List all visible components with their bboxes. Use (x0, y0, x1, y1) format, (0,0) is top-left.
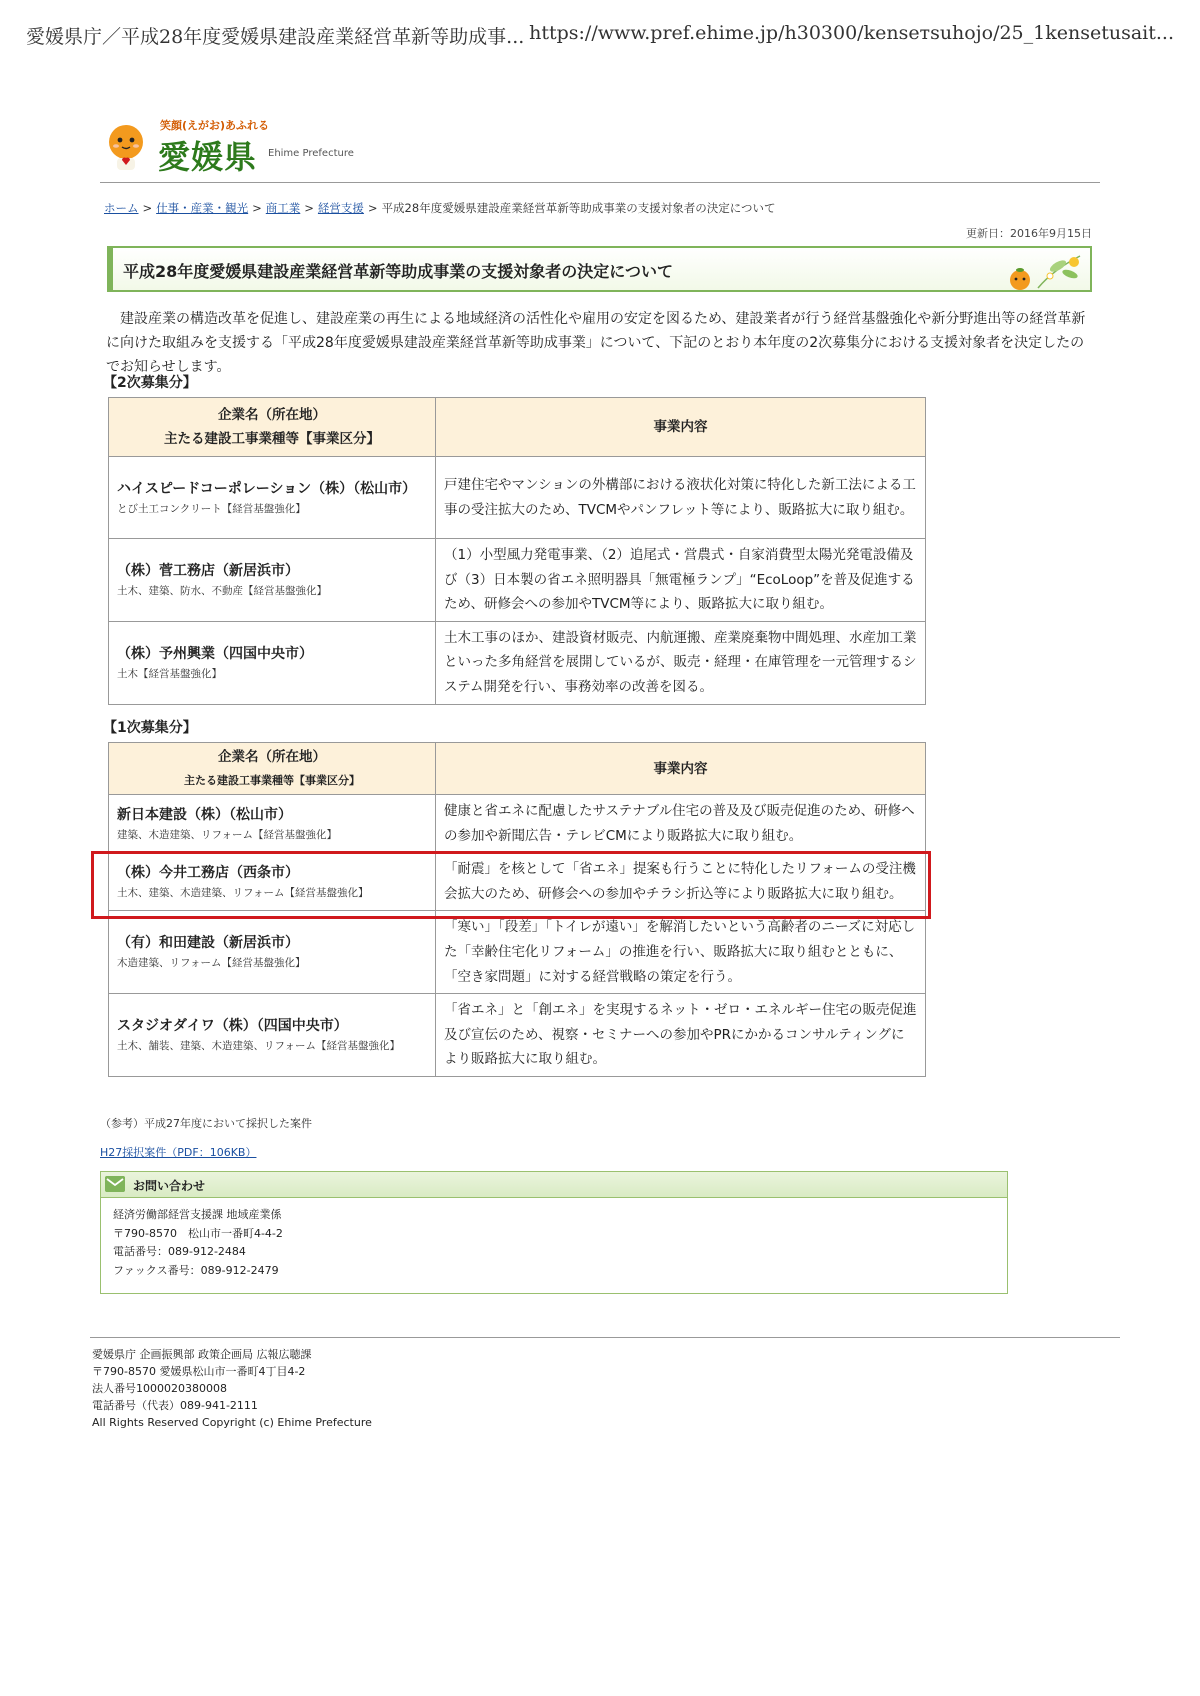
contact-address: 〒790-8570 松山市一番町4-4-2 (113, 1226, 283, 1240)
company-type: 建築、木造建築、リフォーム【経営基盤強化】 (117, 828, 337, 841)
print-header (26, 22, 1174, 52)
contact-title: お問い合わせ (133, 1179, 206, 1193)
company-cell (109, 795, 436, 853)
description-cell: 戸建住宅やマンションの外構部における液状化対策に特化した新工法による工事の受注拡大のため、TVCMやパンフレット等により、販路拡大に取り組む。 (436, 457, 926, 539)
print-header-url: https://www.pref.ehime.jp/h30300/kenseтsuhojo/25_1kensetusait... (529, 22, 1174, 44)
logo-tagline: 笑顔(えがお)あふれる (160, 119, 270, 132)
intro-paragraph: 建設産業の構造改革を促進し、建設産業の再生による地域経済の活性化や雇用の安定を図るため、建設業者が行う経営基盤強化や新分野進出等の経営革新に向けた取組みを支援する「平成28年度愛媛県建設産業経営革新等助成事業」について、下記のとおり本年度の2次募集分における支援対象者を決定したのでお知らせします。 (106, 311, 1086, 375)
company-name: （株）菅工務店（新居浜市） (117, 562, 299, 579)
company-name: 新日本建設（株）（松山市） (117, 806, 292, 823)
contact-fax: ファックス番号：089-912-2479 (113, 1263, 279, 1277)
company-type: 土木、建築、防水、不動産【経営基盤強化】 (117, 584, 327, 597)
company-cell (109, 539, 436, 622)
company-name: （株）今井工務店（西条市） (117, 864, 299, 881)
company-cell (109, 457, 436, 539)
header-company (109, 743, 436, 795)
table-header-row (109, 743, 926, 795)
company-type: とび土工コンクリート【経営基盤強化】 (117, 502, 306, 515)
company-name: ハイスピードコーポレーション（株）（松山市） (117, 480, 417, 497)
company-name: （株）予州興業（四国中央市） (117, 645, 313, 662)
breadcrumb (104, 200, 775, 216)
company-cell (109, 621, 436, 704)
company-name: （有）和田建設（新居浜市） (117, 935, 299, 952)
contact-department: 経済労働部経営支援課 地域産業係 (113, 1208, 282, 1221)
header-company (109, 398, 436, 457)
breadcrumb-business-support[interactable]: 経営支援 (317, 201, 364, 215)
header-description: 事業内容 (436, 398, 926, 457)
table-2nd-round (108, 397, 926, 705)
updated-date: 更新日：2016年9月15日 (966, 227, 1092, 240)
section-1st-label: 【1次募集分】 (103, 720, 197, 736)
footer (92, 1346, 372, 1431)
header-company-line2: 主たる建設工事業種等【事業区分】 (184, 773, 360, 787)
decoration-icon (998, 250, 1084, 290)
highlight-box (91, 851, 931, 919)
footer-phone: 電話番号（代表）089-941-2111 (92, 1399, 258, 1412)
mail-icon (105, 1176, 125, 1192)
contact-box (100, 1171, 1008, 1294)
description-cell: 健康と省エネに配慮したサステナブル住宅の普及及び販売促進のため、研修への参加や新聞広告・テレビCMにより販路拡大に取り組む。 (436, 795, 926, 853)
company-cell (109, 911, 436, 994)
table-row (109, 795, 926, 853)
page-title-box (107, 246, 1092, 292)
contact-body (101, 1198, 1007, 1288)
description-cell: （1）小型風力発電事業、（2）追尾式・営農式・自家消費型太陽光発電設備及び（3）日本製の省エネ照明器具「無電極ランプ」“EcoLoop”を普及促進するため、研修会への参加やTVCM等により、販路拡大に取り組む。 (436, 539, 926, 622)
header-description: 事業内容 (436, 743, 926, 795)
header-company-line1: 企業名（所在地） (218, 407, 326, 423)
contact-phone: 電話番号：089-912-2484 (113, 1245, 246, 1258)
company-type: 土木、建築、木造建築、リフォーム【経営基盤強化】 (117, 886, 369, 899)
table-row (109, 994, 926, 1077)
intro-text (106, 307, 1091, 379)
footer-divider (90, 1337, 1120, 1338)
page-content (92, 110, 1100, 1429)
company-type: 木造建築、リフォーム【経営基盤強化】 (117, 957, 306, 970)
table-row (109, 911, 926, 994)
breadcrumb-separator: > (367, 201, 378, 215)
footer-corporate-number: 法人番号1000020380008 (92, 1382, 227, 1395)
section-2nd-label: 【2次募集分】 (103, 375, 197, 391)
breadcrumb-separator: > (142, 201, 153, 215)
table-header-row (109, 398, 926, 457)
breadcrumb-home[interactable]: ホーム (104, 201, 139, 215)
logo-english: Ehime Prefecture (268, 148, 354, 159)
breadcrumb-separator: > (252, 201, 262, 215)
header-company-line2: 主たる建設工事業種等【事業区分】 (164, 431, 380, 447)
page-title: 平成28年度愛媛県建設産業経営革新等助成事業の支援対象者の決定について (123, 262, 673, 281)
site-logo[interactable] (100, 110, 400, 176)
header-company-line1: 企業名（所在地） (218, 748, 326, 765)
breadcrumb-commerce[interactable]: 商工業 (265, 201, 301, 215)
description-cell: 土木工事のほか、建設資材販売、内航運搬、産業廃棄物中間処理、水産加工業といった多角経営を展開しているが、販売・経理・在庫管理を一元管理するシステム開発を行い、事務効率の改善を図る。 (436, 621, 926, 704)
company-type: 土木、舗装、建築、木造建築、リフォーム【経営基盤強化】 (117, 1040, 400, 1053)
footer-address: 〒790-8570 愛媛県松山市一番町4丁目4-2 (92, 1365, 306, 1378)
company-type: 土木【経営基盤強化】 (117, 667, 222, 680)
logo-name: 愛媛県 (158, 138, 258, 176)
table-row (109, 539, 926, 622)
contact-header (101, 1172, 1007, 1198)
table-row (109, 621, 926, 704)
footer-copyright: All Rights Reserved Copyright (c) Ehime Prefecture (92, 1416, 372, 1429)
reference-pdf-link[interactable]: H27採択案件（PDF：106KB） (100, 1146, 257, 1159)
description-cell: 「寒い」「段差」「トイレが遠い」を解消したいという高齢者のニーズに対応した「幸齢住宅化リフォーム」の推進を行い、販路拡大に取り組むとともに、「空き家問題」に対する経営戦略の策定を行う。 (436, 911, 926, 994)
company-cell (109, 994, 436, 1077)
breadcrumb-separator: > (304, 201, 314, 215)
mascot-icon (100, 116, 152, 172)
footer-office: 愛媛県庁 企画振興部 政策企画局 広報広聴課 (92, 1348, 312, 1361)
print-header-title: 愛媛県庁／平成28年度愛媛県建設産業経営革新等助成事... (26, 26, 525, 48)
breadcrumb-industry[interactable]: 仕事・産業・観光 (156, 201, 249, 215)
description-cell: 「耐震」を核として「省エネ」提案も行うことに特化したリフォームの受注機会拡大のため、研修会への参加やチラシ折込等により販路拡大に取り組む。 (436, 853, 926, 911)
table-row (109, 457, 926, 539)
breadcrumb-current: 平成28年度愛媛県建設産業経営革新等助成事業の支援対象者の決定について (381, 201, 776, 215)
description-cell: 「省エネ」と「創エネ」を実現するネット・ゼロ・エネルギー住宅の販売促進及び宣伝のため、視察・セミナーへの参加やPRにかかるコンサルティングにより販路拡大に取り組む。 (436, 994, 926, 1077)
company-name: スタジオダイワ（株）（四国中央市） (117, 1018, 348, 1035)
reference-note: （参考）平成27年度において採択した案件 (100, 1117, 312, 1130)
header-divider (100, 182, 1100, 183)
